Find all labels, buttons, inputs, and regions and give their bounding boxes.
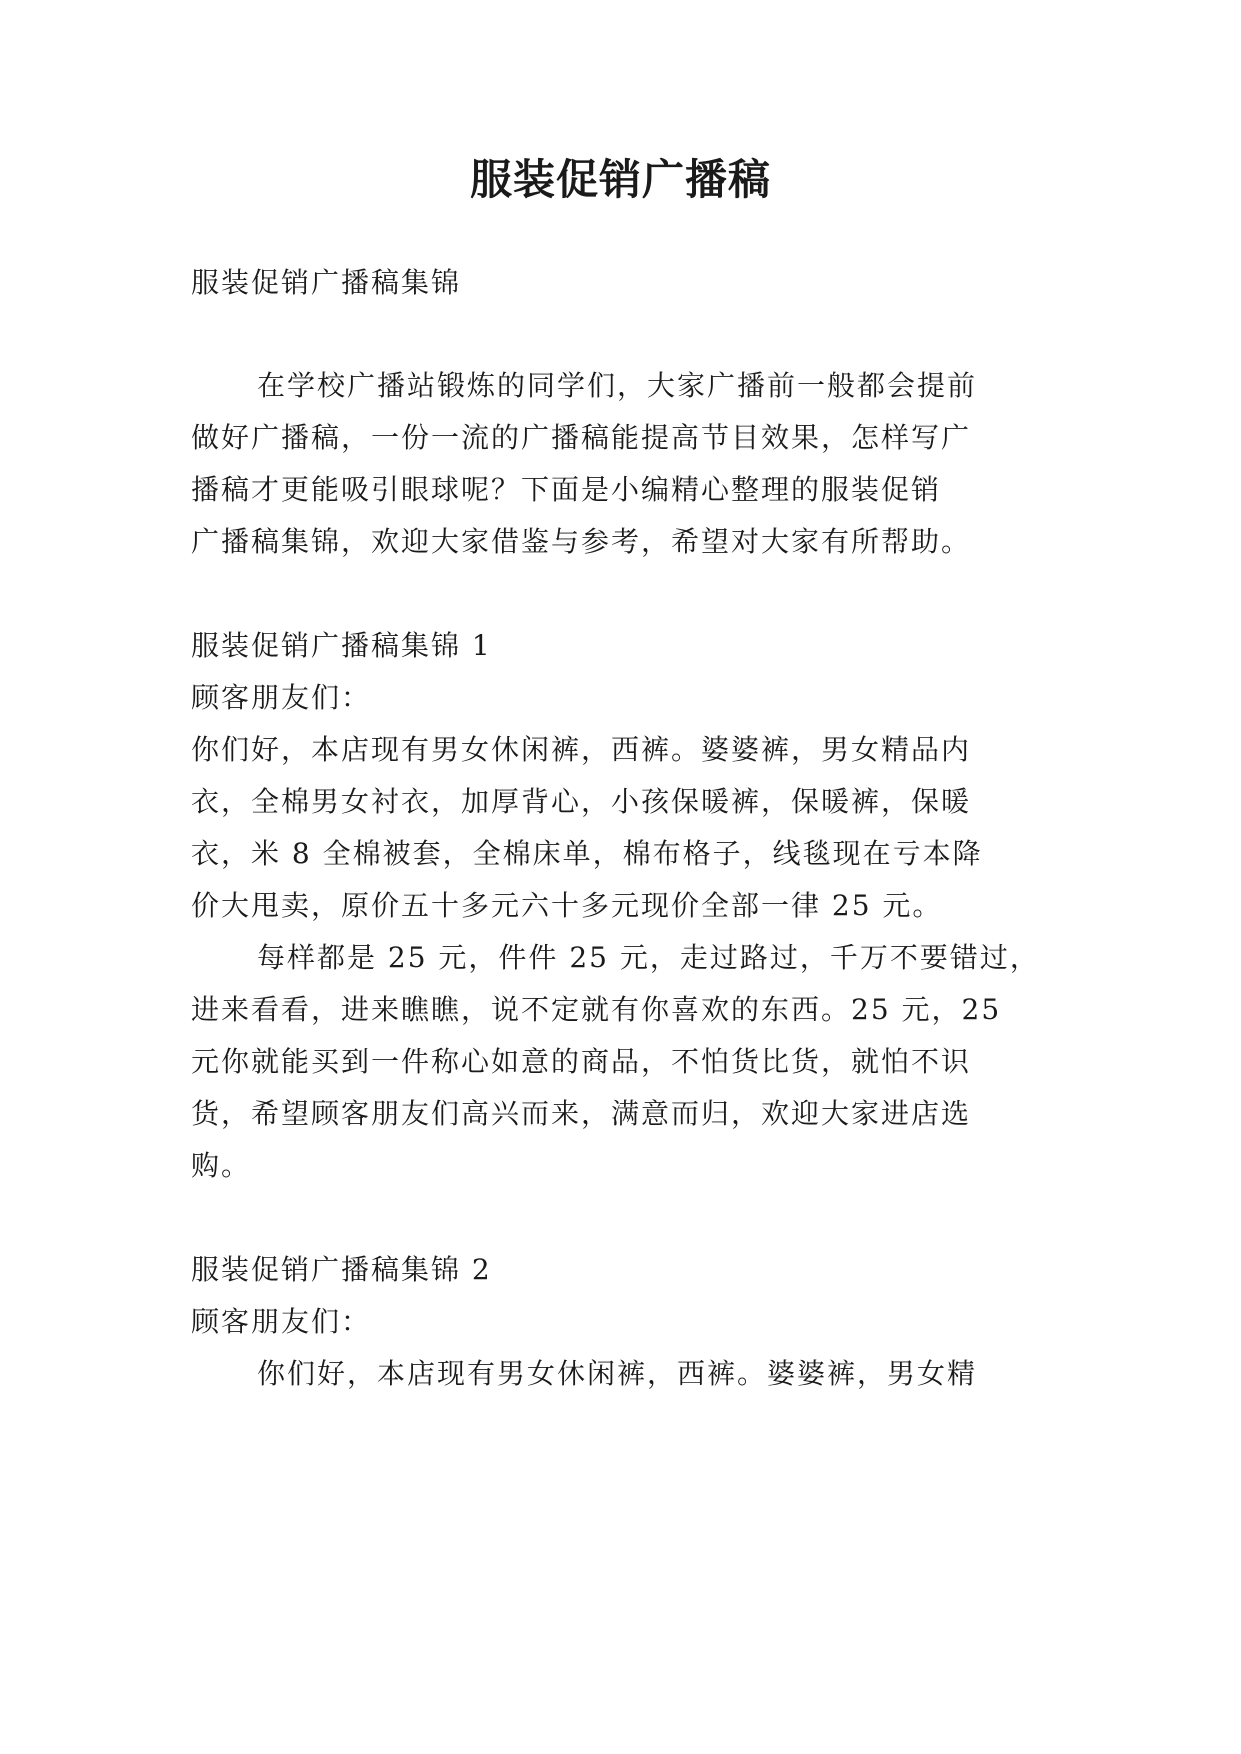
document-title: 服装促销广播稿 (469, 155, 771, 204)
paragraph-line: 衣，全棉男女衬衣，加厚背心，小孩保暖裤，保暖裤，保暖 (191, 785, 972, 818)
intro-line: 播稿才更能吸引眼球呢？下面是小编精心整理的服装促销 (191, 473, 942, 506)
section-heading: 服装促销广播稿集锦 2 (191, 1253, 492, 1286)
paragraph-line: 元你就能买到一件称心如意的商品，不怕货比货，就怕不识 (191, 1045, 972, 1078)
paragraph-line: 进来看看，进来瞧瞧，说不定就有你喜欢的东西。25 元，25 (191, 993, 1002, 1026)
paragraph-line: 价大甩卖，原价五十多元六十多元现价全部一律 25 元。 (191, 889, 943, 922)
section-heading: 服装促销广播稿集锦 1 (191, 629, 492, 662)
greeting: 顾客朋友们： (191, 681, 372, 714)
paragraph-line: 你们好，本店现有男女休闲裤，西裤。婆婆裤，男女精 (257, 1357, 978, 1390)
paragraph-line: 货，希望顾客朋友们高兴而来，满意而归，欢迎大家进店选 (191, 1097, 972, 1130)
intro-line: 做好广播稿，一份一流的广播稿能提高节目效果，怎样写广 (191, 421, 972, 454)
paragraph-line: 每样都是 25 元，件件 25 元，走过路过，千万不要错过， (257, 941, 1040, 974)
document-subtitle: 服装促销广播稿集锦 (191, 266, 462, 299)
paragraph-line: 你们好，本店现有男女休闲裤，西裤。婆婆裤，男女精品内 (191, 733, 972, 766)
paragraph-line: 衣，米 8 全棉被套，全棉床单，棉布格子，线毯现在亏本降 (191, 837, 983, 870)
greeting: 顾客朋友们： (191, 1305, 372, 1338)
paragraph-line: 购。 (191, 1149, 252, 1182)
intro-line: 在学校广播站锻炼的同学们，大家广播前一般都会提前 (257, 369, 978, 402)
intro-line: 广播稿集锦，欢迎大家借鉴与参考，希望对大家有所帮助。 (191, 525, 972, 558)
